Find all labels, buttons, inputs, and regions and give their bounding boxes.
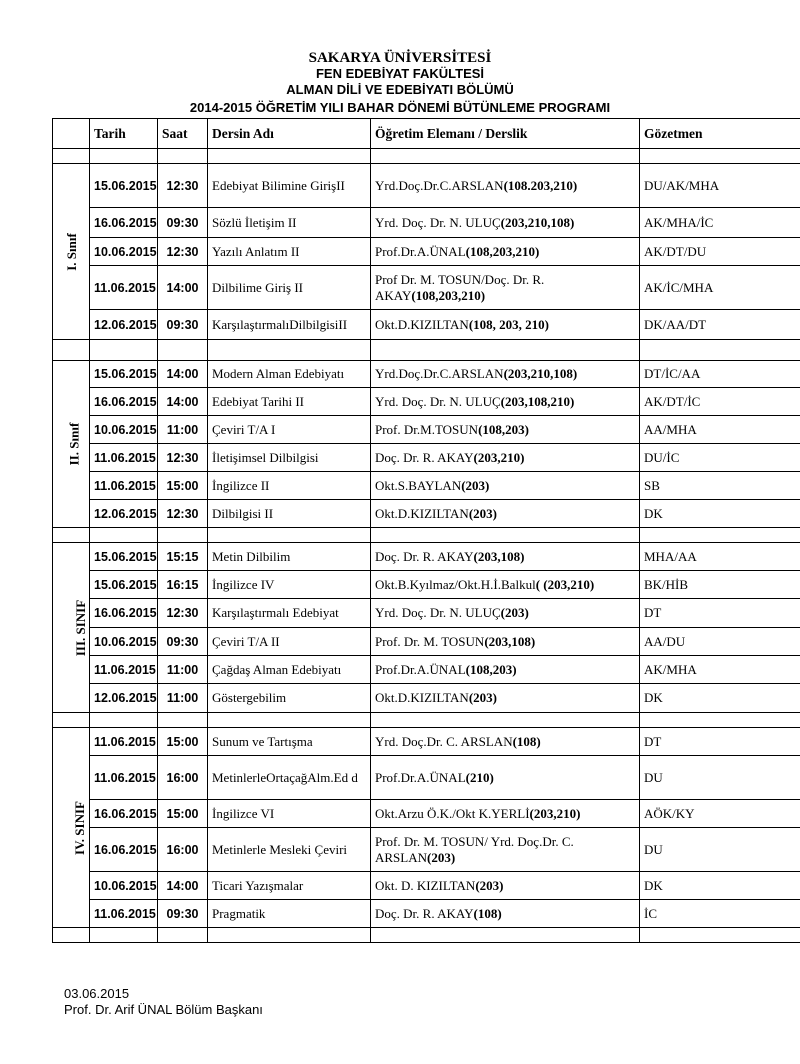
spacer-cell [371,713,640,728]
room-numbers: (108, 203, 210) [468,316,549,332]
spacer-cell [371,149,640,164]
class-section-label [53,361,90,528]
proctor-codes: DK [640,500,800,528]
instructor-name: Yrd. Doç. Dr. N. ULUÇ [375,393,501,409]
proctor-codes: DU [640,756,800,800]
proctor-codes: DK [640,684,800,713]
table-row [53,164,800,208]
instructor-room [371,388,640,416]
spacer-cell [90,928,158,943]
spacer-cell [53,928,90,943]
spacer-cell [371,528,640,543]
exam-date: 10.06.2015 [90,872,158,900]
room-numbers: ( (203,210) [535,576,595,592]
university-title: SAKARYA ÜNİVERSİTESİ [308,50,492,66]
proctor-codes: AK/MHA/İC [640,208,800,238]
instructor-room [371,684,640,713]
room-numbers: (210) [465,769,494,785]
course-name: Metinlerle Mesleki Çeviri [208,828,371,872]
exam-date: 11.06.2015 [90,656,158,684]
table-header-row [53,119,800,149]
course-name: İletişimsel Dilbilgisi [208,444,371,472]
room-numbers: (203) [500,605,529,620]
exam-time: 16:00 [158,828,208,872]
exam-time: 11:00 [158,416,208,444]
instructor-name: Prof. Dr. M. TOSUN/ Yrd. Doç.Dr. C. ARSLAN [375,833,574,865]
course-name: Edebiyat Tarihi II [208,388,371,416]
exam-date: 10.06.2015 [90,238,158,266]
course-name: İngilizce IV [208,571,371,599]
room-numbers: (108,203,210) [465,243,540,259]
proctor-codes: DT [640,599,800,628]
proctor-codes: DT/İC/AA [640,361,800,388]
instructor-name: Yrd. Doç. Dr. N. ULUÇ [375,214,501,230]
exam-date: 10.06.2015 [90,416,158,444]
table-row [53,310,800,340]
exam-time: 15:00 [158,800,208,828]
proctor-codes: AK/MHA [640,656,800,684]
spacer-cell [208,528,371,543]
spacer-cell [640,340,800,361]
program-title: 2014-2015 ÖĞRETİM YILI BAHAR DÖNEMİ BÜTÜNLEME PROGRAMI [189,100,611,115]
instructor-name: Okt.Arzu Ö.K./Okt K.YERLİ [375,805,530,821]
table-row [53,599,800,628]
instructor-room [371,500,640,528]
proctor-column-header: Gözetmen [640,119,800,149]
course-name: İngilizce VI [208,800,371,828]
room-numbers: (203) [468,505,497,521]
instructor-room [371,361,640,388]
exam-date: 10.06.2015 [90,628,158,656]
course-name: Göstergebilim [208,684,371,713]
exam-date: 15.06.2015 [90,164,158,208]
course-name: İngilizce II [208,472,371,500]
table-row [53,684,800,713]
instructor-name: Okt.D.KIZILTAN [375,316,469,332]
table-row [53,238,800,266]
exam-date: 11.06.2015 [90,266,158,310]
course-name: MetinlerleOrtaçağAlm.Ed d [208,756,371,800]
exam-date: 15.06.2015 [90,571,158,599]
exam-time: 12:30 [158,444,208,472]
exam-date: 15.06.2015 [90,543,158,571]
exam-time: 16:00 [158,756,208,800]
spacer-cell [640,928,800,943]
exam-time: 15:00 [158,472,208,500]
exam-date: 11.06.2015 [90,728,158,756]
instructor-room [371,571,640,599]
spacer-cell [158,713,208,728]
instructor-room [371,416,640,444]
exam-time: 09:30 [158,628,208,656]
room-numbers: (203,210,108) [503,366,578,381]
instructor-name: Doç. Dr. R. AKAY [375,905,474,921]
instructor-room [371,728,640,756]
instructor-name: Doç. Dr. R. AKAY [375,548,474,564]
exam-time: 15:00 [158,728,208,756]
exam-time: 09:30 [158,900,208,928]
proctor-codes: AK/İC/MHA [640,266,800,310]
spacer-cell [90,149,158,164]
exam-date: 15.06.2015 [90,361,158,388]
spacer-cell [53,528,90,543]
spacer-cell [90,340,158,361]
course-name: KarşılaştırmalıDilbilgisiII [208,310,371,340]
exam-date: 12.06.2015 [90,500,158,528]
room-numbers: (108) [473,905,502,921]
proctor-codes: AÖK/KY [640,800,800,828]
proctor-codes: DT [640,728,800,756]
instructor-room [371,238,640,266]
proctor-codes: DK [640,872,800,900]
section-column-header [53,119,90,149]
proctor-codes: AA/MHA [640,416,800,444]
spacer-row [53,528,800,543]
schedule-body [53,149,800,943]
table-row [53,500,800,528]
room-numbers: (203) [468,690,497,705]
faculty-title: FEN EDEBİYAT FAKÜLTESİ [315,66,485,81]
instructor-room [371,599,640,628]
spacer-cell [90,528,158,543]
instructor-room [371,266,640,310]
proctor-codes: AA/DU [640,628,800,656]
instructor-name: Prof Dr. M. TOSUN/Doç. Dr. R. AKAY [375,271,545,303]
instructor-name: Yrd. Doç.Dr. C. ARSLAN [375,733,513,749]
room-numbers: (203) [475,877,504,893]
exam-time: 11:00 [158,684,208,713]
department-title: ALMAN DİLİ VE EDEBİYATI BÖLÜMÜ [286,82,514,97]
table-row [53,361,800,388]
instructor-room [371,800,640,828]
proctor-codes: AK/DT/İC [640,388,800,416]
class-section-text: III. SINIF [73,599,89,656]
course-name: Metin Dilbilim [208,543,371,571]
room-numbers: (203,108) [484,633,536,649]
exam-date: 11.06.2015 [90,472,158,500]
table-row [53,266,800,310]
footer-date: 03.06.2015 [64,986,130,1001]
proctor-codes: DU [640,828,800,872]
instructor-name: Okt.B.Kyılmaz/Okt.H.İ.Balkul [375,576,536,592]
spacer-cell [90,713,158,728]
table-row [53,800,800,828]
table-row [53,543,800,571]
exam-date: 11.06.2015 [90,900,158,928]
proctor-codes: DU/İC [640,444,800,472]
instructor-name: Yrd.Doç.Dr.C.ARSLAN [375,366,504,381]
course-name: Yazılı Anlatım II [208,238,371,266]
exam-time: 14:00 [158,266,208,310]
proctor-codes: DU/AK/MHA [640,164,800,208]
table-row [53,628,800,656]
class-section-label [53,543,90,713]
date-column-header: Tarih [90,119,158,149]
course-name: Çeviri T/A I [208,416,371,444]
table-row [53,208,800,238]
spacer-row [53,928,800,943]
exam-date: 16.06.2015 [90,828,158,872]
class-section-text: II. Sınıf [66,422,82,466]
time-column-header: Saat [158,119,208,149]
table-row [53,756,800,800]
exam-date: 12.06.2015 [90,684,158,713]
instructor-name: Okt. D. KIZILTAN [375,877,476,893]
exam-time: 14:00 [158,388,208,416]
instructor-name: Prof. Dr.M.TOSUN [375,421,479,437]
instructor-name: Yrd.Doç.Dr.C.ARSLAN [375,177,504,193]
instructor-room [371,828,640,872]
course-name: Modern Alman Edebiyatı [208,361,371,388]
instructor-room [371,310,640,340]
spacer-cell [158,340,208,361]
proctor-codes: AK/DT/DU [640,238,800,266]
instructor-name: Prof.Dr.A.ÜNAL [375,661,466,677]
exam-time: 16:15 [158,571,208,599]
class-section-text: IV. SINIF [71,800,87,855]
course-name: Karşılaştırmalı Edebiyat [208,599,371,628]
spacer-cell [208,149,371,164]
instructor-column-header: Öğretim Elemanı / Derslik [371,119,640,149]
exam-date: 16.06.2015 [90,388,158,416]
table-row [53,472,800,500]
instructor-name: Okt.D.KIZILTAN [375,505,469,521]
class-section-label [53,728,90,928]
table-row [53,416,800,444]
spacer-cell [208,713,371,728]
instructor-name: Prof.Dr.A.ÜNAL [375,769,466,785]
room-numbers: (108) [512,733,541,749]
room-numbers: (108,203) [465,661,517,677]
course-name: Sözlü İletişim II [208,208,371,238]
exam-schedule-table [52,118,800,943]
room-numbers: (203,108) [473,548,525,564]
spacer-cell [158,528,208,543]
room-numbers: (203) [461,477,490,493]
room-numbers: (203,210) [473,449,525,465]
exam-date: 11.06.2015 [90,756,158,800]
table-row [53,444,800,472]
table-row [53,828,800,872]
spacer-cell [371,340,640,361]
instructor-name: Yrd. Doç. Dr. N. ULUÇ [375,605,501,620]
instructor-name: Okt.D.KIZILTAN [375,690,469,705]
exam-time: 15:15 [158,543,208,571]
exam-time: 14:00 [158,872,208,900]
course-name: Çağdaş Alman Edebiyatı [208,656,371,684]
instructor-room [371,756,640,800]
proctor-codes: İC [640,900,800,928]
spacer-cell [158,149,208,164]
spacer-cell [53,340,90,361]
footer-signature: Prof. Dr. Arif ÜNAL Bölüm Başkanı [64,1002,263,1017]
room-numbers: (108,203,210) [411,287,486,303]
course-name: Dilbilgisi II [208,500,371,528]
course-name: Çeviri T/A II [208,628,371,656]
exam-time: 09:30 [158,208,208,238]
exam-time: 14:00 [158,361,208,388]
exam-time: 12:30 [158,238,208,266]
class-section-text: I. Sınıf [63,232,79,271]
exam-date: 12.06.2015 [90,310,158,340]
instructor-room [371,628,640,656]
instructor-room [371,872,640,900]
exam-time: 12:30 [158,500,208,528]
spacer-cell [640,528,800,543]
instructor-name: Prof. Dr. M. TOSUN [375,633,485,649]
spacer-cell [53,713,90,728]
course-column-header: Dersin Adı [208,119,371,149]
course-name: Sunum ve Tartışma [208,728,371,756]
spacer-cell [640,149,800,164]
instructor-name: Okt.S.BAYLAN [375,477,462,493]
spacer-cell [208,340,371,361]
course-name: Dilbilime Giriş II [208,266,371,310]
proctor-codes: BK/HİB [640,571,800,599]
exam-time: 12:30 [158,599,208,628]
table-row [53,872,800,900]
spacer-cell [158,928,208,943]
exam-date: 16.06.2015 [90,208,158,238]
room-numbers: (108.203,210) [503,177,578,193]
instructor-name: Prof.Dr.A.ÜNAL [375,243,466,259]
spacer-row [53,149,800,164]
table-row [53,388,800,416]
instructor-room [371,208,640,238]
room-numbers: (108,203) [478,421,529,437]
instructor-room [371,543,640,571]
instructor-room [371,900,640,928]
exam-time: 09:30 [158,310,208,340]
room-numbers: (203) [427,849,456,865]
table-row [53,728,800,756]
exam-date: 16.06.2015 [90,599,158,628]
proctor-codes: SB [640,472,800,500]
table-row [53,900,800,928]
exam-time: 12:30 [158,164,208,208]
table-row [53,656,800,684]
course-name: Edebiyat Bilimine GirişII [208,164,371,208]
table-row [53,571,800,599]
instructor-room [371,164,640,208]
spacer-cell [208,928,371,943]
instructor-name: Doç. Dr. R. AKAY [375,449,474,465]
class-section-label [53,164,90,340]
course-name: Pragmatik [208,900,371,928]
spacer-cell [640,713,800,728]
exam-date: 16.06.2015 [90,800,158,828]
exam-time: 11:00 [158,656,208,684]
spacer-row [53,713,800,728]
exam-date: 11.06.2015 [90,444,158,472]
proctor-codes: DK/AA/DT [640,310,800,340]
spacer-cell [371,928,640,943]
instructor-room [371,444,640,472]
instructor-room [371,472,640,500]
spacer-cell [53,149,90,164]
room-numbers: (203,108,210) [500,393,575,409]
room-numbers: (203,210) [529,805,581,821]
course-name: Ticari Yazışmalar [208,872,371,900]
room-numbers: (203,210,108) [500,214,575,230]
proctor-codes: MHA/AA [640,543,800,571]
instructor-room [371,656,640,684]
spacer-row [53,340,800,361]
